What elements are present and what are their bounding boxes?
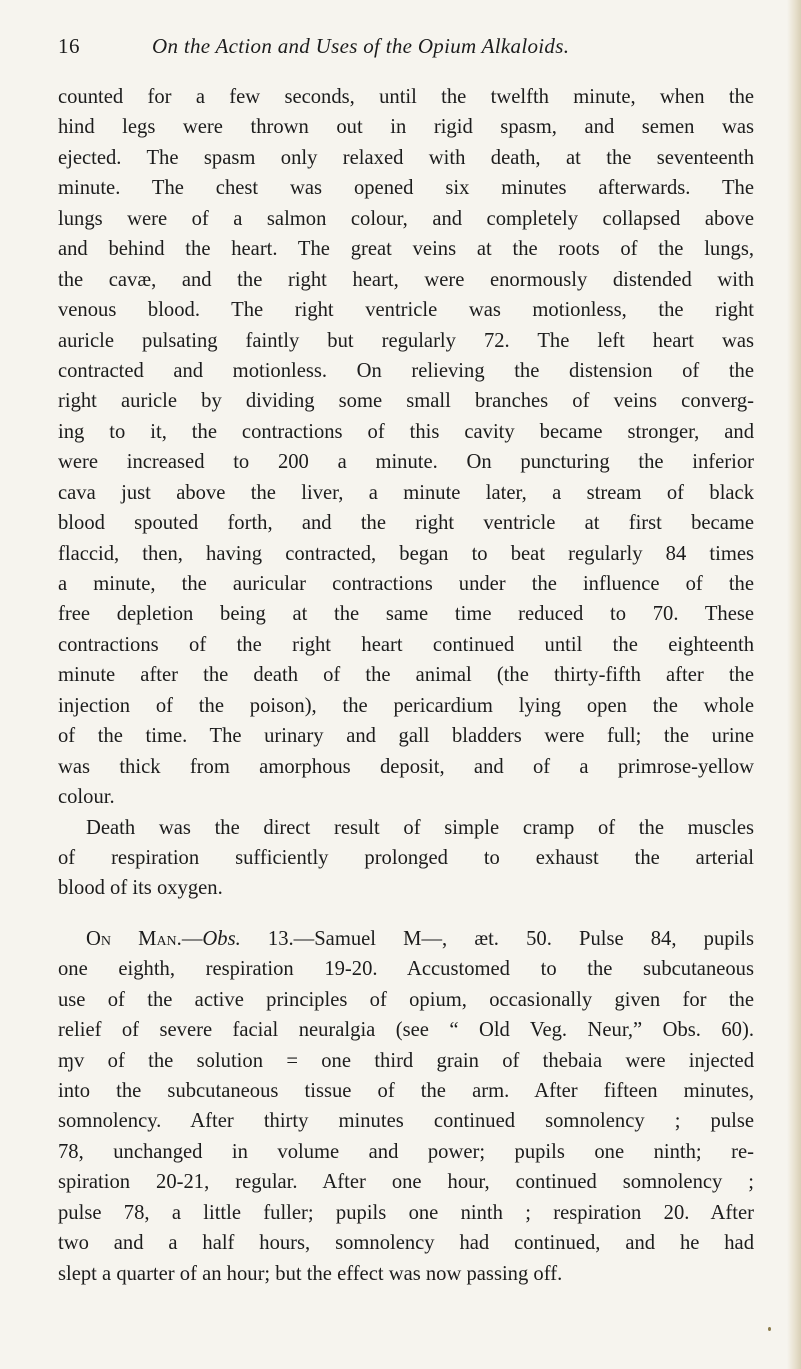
text-line: into the subcutaneous tissue of the arm. After fifteen minutes, [58,1080,754,1102]
paragraph-3 [58,924,754,1289]
text-line: ing to it, the contractions of this cavity became stronger, and [58,420,754,443]
text-line: relief of severe facial neuralgia (see “ Old Veg. Neur,” Obs. 60). [58,1019,754,1042]
text-line: one eighth, respiration 19-20. Accustomed to the subcutaneous [58,958,754,981]
running-header [58,34,758,62]
text-line: 78, unchanged in volume and power; pupils one ninth; re- [58,1140,754,1163]
paragraph-2 [58,813,754,904]
text-line: two and a half hours, somnolency had continued, and he had [58,1232,754,1255]
text-line: colour. [58,786,115,809]
page-number: 16 [58,34,80,58]
text-line [58,924,754,954]
text-line: the cavæ, and the right heart, were enormously distended with [58,268,754,291]
text-line: Death was the direct result of simple cramp of the muscles [86,816,754,839]
text-line: flaccid, then, having contracted, began to beat regularly 84 times [58,542,754,565]
text-line: contracted and motionless. On relieving the distension of the [58,359,754,382]
text-line: cava just above the liver, a minute later, a stream of black [58,481,754,504]
text-line: use of the active principles of opium, occasionally given for the [58,988,754,1011]
text-line: auricle pulsating faintly but regularly 72. The left heart was [58,329,754,352]
body-text [58,82,754,1289]
text-line: hind legs were thrown out in rigid spasm, and semen was [58,116,754,139]
text-line: minute after the death of the animal (the thirty-fifth after the [58,664,754,687]
text-line: blood of its oxygen. [58,877,223,900]
obs-label: Obs. [202,927,241,950]
text-line: somnolency. After thirty minutes continued somnolency ; pulse [58,1110,754,1133]
text-line: right auricle by dividing some small branches of veins converg- [58,390,754,413]
text-line: counted for a few seconds, until the twelfth minute, when the [58,86,754,108]
ink-speck [768,1327,771,1331]
text-line: free depletion being at the same time reduced to 70. These [58,603,754,626]
text-line: lungs were of a salmon colour, and completely collapsed above [58,207,754,230]
text-line: contractions of the right heart continued until the eighteenth [58,633,754,656]
text-line: minute. The chest was opened six minutes afterwards. The [58,177,754,200]
text-line: blood spouted forth, and the right ventricle at first became [58,512,754,535]
text-line: slept a quarter of an hour; but the effect was now passing off. [58,1262,563,1285]
text-line: a minute, the auricular contractions under the influence of the [58,573,754,595]
page-edge [787,0,801,1369]
running-title: On the Action and Uses of the Opium Alkaloids. [152,34,570,58]
case-intro: 13.—Samuel M—, æt. 50. Pulse 84, pupils [240,927,754,950]
text-line: injection of the poison), the pericardium lying open the whole [58,694,754,717]
em-dash: — [181,927,203,950]
text-line: ejected. The spasm only relaxed with death, at the seventeenth [58,146,754,169]
section-heading: On Man. [86,927,182,950]
text-line: were increased to 200 a minute. On puncturing the inferior [58,451,754,474]
text-line: of respiration sufficiently prolonged to exhaust the arterial [58,846,754,869]
text-line: was thick from amorphous deposit, and of a primrose-yellow [58,755,754,778]
text-line: and behind the heart. The great veins at the roots of the lungs, [58,238,754,261]
text-line: pulse 78, a little fuller; pupils one ninth ; respiration 20. After [58,1201,754,1224]
text-line: ɱv of the solution = one third grain of thebaia were injected [58,1049,754,1072]
paragraph-1 [58,82,754,813]
text-line: of the time. The urinary and gall bladders were full; the urine [58,725,754,748]
text-line: spiration 20-21, regular. After one hour, continued somnolency ; [58,1171,754,1194]
text-line: venous blood. The right ventricle was motionless, the right [58,299,754,322]
paragraph-gap [58,904,754,924]
